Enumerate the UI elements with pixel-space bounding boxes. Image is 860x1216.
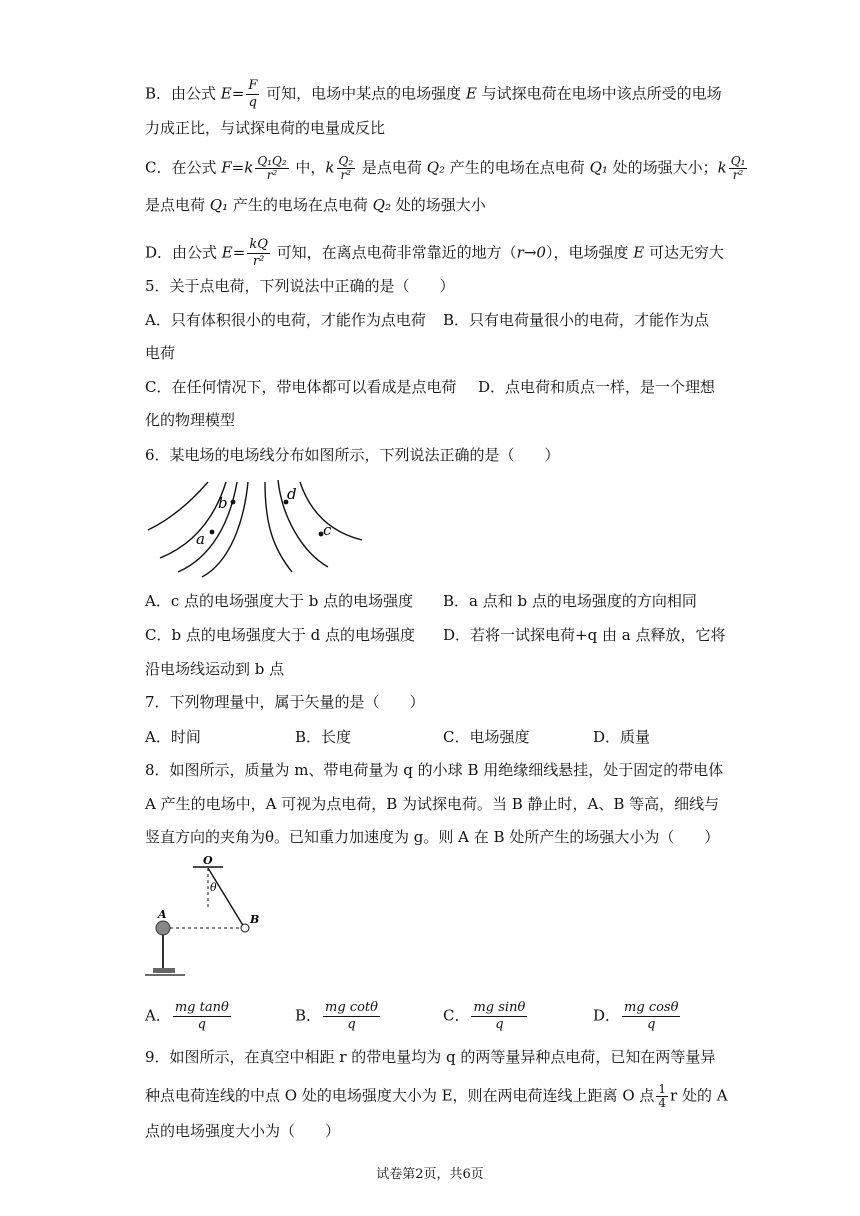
label-a: a bbox=[196, 530, 205, 548]
label-b: b bbox=[218, 494, 228, 512]
q5-option-b-cont: 电荷 bbox=[145, 344, 176, 362]
q5-option-a: A．只有体积很小的电荷，才能作为点电荷 bbox=[145, 311, 426, 329]
q8-option-b: B． $\frac{\text{mg cotθ}}{q}$ bbox=[295, 1000, 378, 1032]
formula-q2-over-r2: $\frac{\text{Q₂}}{\text{r²}}$ bbox=[338, 154, 354, 182]
page-footer: 试卷第2页，共6页 bbox=[376, 1167, 484, 1182]
fraction-one-quarter: $\frac{1}{4}$ bbox=[658, 1082, 667, 1110]
q6-option-c: C．b 点的电场强度大于 d 点的电场强度 bbox=[145, 626, 415, 644]
formula-kq-over-r2: $\frac{kQ}{\text{r²}}$ bbox=[249, 237, 268, 269]
q8-stem-line1: 8．如图所示，质量为 m、带电荷量为 q 的小球 B 用绝缘细线悬挂，处于固定的带电体 bbox=[145, 761, 724, 779]
field-line-6 bbox=[278, 480, 328, 567]
label-theta: θ bbox=[210, 881, 217, 894]
q8-stem-line2: A 产生的电场中，A 可视为点电荷，B 为试探电荷。当 B 静止时，A、B 等高，细线与 bbox=[145, 795, 720, 813]
thread bbox=[208, 868, 244, 927]
q4-option-b-line2: 力成正比，与试探电荷的电量成反比 bbox=[145, 119, 386, 137]
q9-line2: 种点电荷连线的中点 O 处的电场强度大小为 E，则在两电荷连线上距离 O 点 $\frac{1}{4}$ r 处的 A bbox=[145, 1082, 728, 1110]
pendulum-figure bbox=[140, 855, 270, 983]
label-c: c bbox=[323, 521, 332, 539]
ball-b bbox=[241, 924, 249, 932]
formula-q1-over-r2: $\frac{\text{Q₁}}{\text{r²}}$ bbox=[730, 154, 746, 182]
q5-option-b: B．只有电荷量很小的电荷，才能作为点 bbox=[443, 311, 710, 329]
q8-option-d: D． $\frac{\text{mg cosθ}}{q}$ bbox=[593, 1000, 679, 1032]
q6-stem: 6．某电场的电场线分布如图所示，下列说法正确的是（ ） bbox=[145, 446, 560, 464]
q9-line3: 点的电场强度大小为（ ） bbox=[145, 1122, 341, 1140]
label-b: B bbox=[250, 913, 260, 926]
q7-stem: 7．下列物理量中，属于矢量的是（ ） bbox=[145, 693, 425, 711]
q9-line1: 9．如图所示，在真空中相距 r 的带电量均为 q 的两等量异种点电荷，已知在两等量异 bbox=[145, 1048, 716, 1066]
q5-option-c: C．在任何情况下，带电体都可以看成是点电荷 bbox=[145, 378, 457, 396]
charged-body-a bbox=[156, 921, 170, 935]
stand-base bbox=[153, 968, 175, 973]
q7-option-d: D．质量 bbox=[593, 728, 651, 746]
point-b bbox=[231, 500, 236, 505]
q4-option-d: D．由公式 E= $\frac{kQ}{\text{r²}}$ 可知，在离点电荷非常靠近的地方（r→0），电场强度 E 可达无穷大 bbox=[145, 237, 724, 269]
q7-option-b: B．长度 bbox=[295, 728, 352, 746]
q4-option-c-line2: 是点电荷 Q₁ 产生的电场在点电荷 Q₂ 处的场强大小 bbox=[145, 196, 486, 214]
field-line-1 bbox=[148, 482, 208, 530]
field-line-2 bbox=[160, 482, 226, 558]
electric-field-lines-figure bbox=[140, 472, 375, 582]
q7-option-a: A．时间 bbox=[145, 728, 201, 746]
q5-stem: 5．关于点电荷，下列说法中正确的是（ ） bbox=[145, 277, 455, 295]
formula-f-over-q: $\frac{F}{q}$ bbox=[248, 78, 258, 110]
q5-option-d: D．点电荷和质点一样，是一个理想 bbox=[478, 378, 716, 396]
formula-q1q2-over-r2: $\frac{\text{Q₁Q₂}}{\text{r²}}$ bbox=[257, 154, 287, 182]
q4-option-b-line1: B．由公式 E= $\frac{F}{q}$ 可知，电场中某点的电场强度 E 与试探电荷在电场中该点所受的电场 bbox=[145, 78, 722, 110]
label-o: O bbox=[203, 855, 213, 867]
q8-option-c: C． $\frac{\text{mg sinθ}}{q}$ bbox=[443, 1000, 526, 1032]
q6-option-d: D．若将一试探电荷+q 由 a 点释放，它将 bbox=[443, 626, 726, 644]
point-a bbox=[210, 530, 215, 535]
field-line-3 bbox=[178, 482, 237, 572]
q4-option-c-line1: C．在公式 F=k $\frac{\text{Q₁Q₂}}{\text{r²}}$ 中，k $\frac{\text{Q₂}}{\text{r²}}$ 是点电荷 Q₂ 产生的电场在点电荷 Q₁ 处的场强大小；k $\frac{\text{Q₁}}{\text{r²}}$ bbox=[145, 154, 746, 182]
q8-option-a: A． $\frac{\text{mg tanθ}}{q}$ bbox=[145, 1000, 229, 1032]
q6-option-a: A．c 点的电场强度大于 b 点的电场强度 bbox=[145, 592, 414, 610]
label-a: A bbox=[158, 908, 167, 921]
q8-stem-line3: 竖直方向的夹角为θ。已知重力加速度为 g。则 A 在 B 处所产生的场强大小为（ ） bbox=[145, 828, 720, 846]
q7-option-c: C．电场强度 bbox=[443, 728, 530, 746]
q5-option-d-cont: 化的物理模型 bbox=[145, 411, 236, 429]
q6-option-b: B．a 点和 b 点的电场强度的方向相同 bbox=[443, 592, 697, 610]
q6-option-d-cont: 沿电场线运动到 b 点 bbox=[145, 660, 285, 678]
label-d: d bbox=[287, 485, 297, 503]
